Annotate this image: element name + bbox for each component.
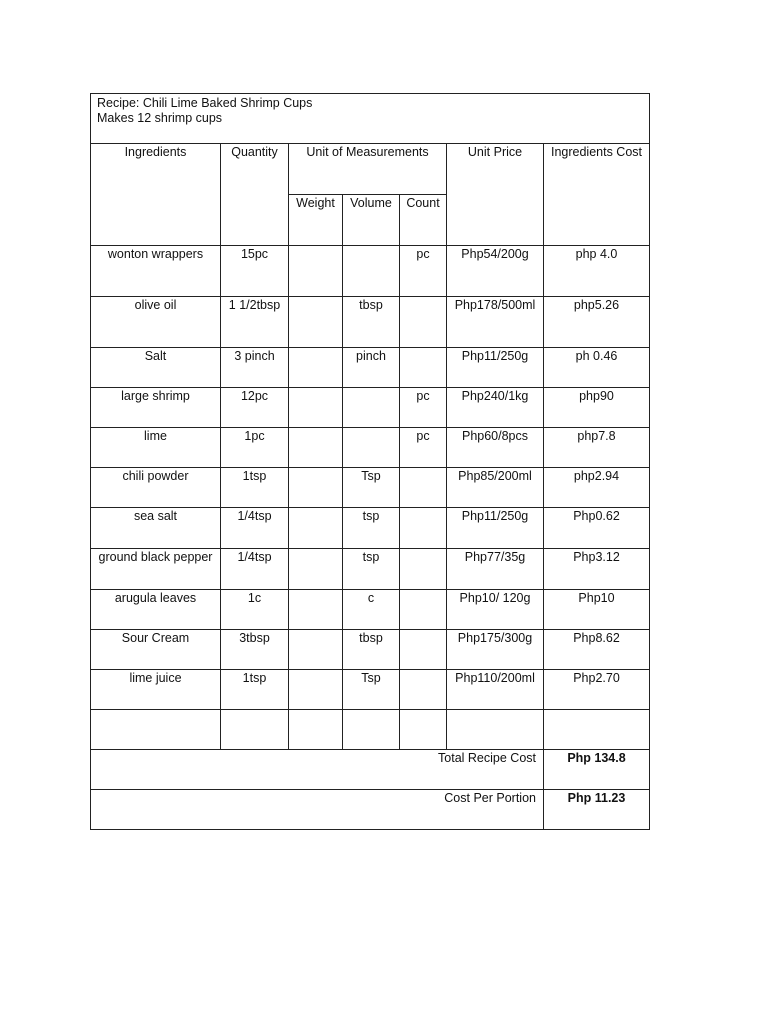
header-unit-of-measurements: Unit of Measurements [289,144,447,195]
cell-volume [343,428,400,468]
cell-volume: tsp [343,549,400,590]
cell-volume [343,388,400,428]
cost-per-portion-value: Php 11.23 [544,790,650,830]
cell-weight [289,670,343,710]
cell-count: pc [400,388,447,428]
cell-volume: Tsp [343,670,400,710]
cell-unit-price: Php178/500ml [447,297,544,348]
total-recipe-cost-label: Total Recipe Cost [91,750,544,790]
header-ingredients-cost: Ingredients Cost [544,144,650,246]
cell-quantity: 15pc [221,246,289,297]
table-row [91,428,650,468]
cell-count [400,348,447,388]
cell-quantity: 1/4tsp [221,508,289,549]
recipe-header-cell [91,94,650,144]
cell-cost: Php8.62 [544,630,650,670]
cell-unit-price: Php60/8pcs [447,428,544,468]
cell-ingredient: chili powder [91,468,221,508]
cost-per-portion-label: Cost Per Portion [91,790,544,830]
table-row [91,246,650,297]
cell-ingredient: ground black pepper [91,549,221,590]
cell-count [400,297,447,348]
table-row [91,297,650,348]
cell-quantity [221,710,289,750]
cell-weight [289,549,343,590]
cell-count [400,468,447,508]
cell-cost: php 4.0 [544,246,650,297]
cell-ingredient: sea salt [91,508,221,549]
cell-cost [544,710,650,750]
recipe-yield: Makes 12 shrimp cups [97,111,223,125]
cell-ingredient: lime juice [91,670,221,710]
cell-quantity: 1tsp [221,468,289,508]
cell-quantity: 3 pinch [221,348,289,388]
cell-unit-price: Php54/200g [447,246,544,297]
cell-volume: tbsp [343,630,400,670]
cell-volume [343,710,400,750]
cell-ingredient: wonton wrappers [91,246,221,297]
cell-count [400,670,447,710]
cell-quantity: 12pc [221,388,289,428]
header-ingredients: Ingredients [91,144,221,246]
cell-count: pc [400,246,447,297]
cell-weight [289,630,343,670]
total-recipe-cost-row [91,750,650,790]
table-row [91,630,650,670]
cell-ingredient: lime [91,428,221,468]
cell-weight [289,348,343,388]
cell-volume: pinch [343,348,400,388]
table-row [91,670,650,710]
table-row [91,348,650,388]
recipe-costing-sheet [90,93,649,830]
cell-cost: php2.94 [544,468,650,508]
cell-volume: c [343,590,400,630]
table-row [91,590,650,630]
recipe-cost-table [90,93,650,830]
header-volume: Volume [343,195,400,246]
table-row [91,468,650,508]
cell-unit-price: Php175/300g [447,630,544,670]
cell-count [400,630,447,670]
cell-ingredient: large shrimp [91,388,221,428]
cell-ingredient: arugula leaves [91,590,221,630]
cell-unit-price [447,710,544,750]
header-weight: Weight [289,195,343,246]
cell-cost: ph 0.46 [544,348,650,388]
cell-ingredient: olive oil [91,297,221,348]
cell-unit-price: Php10/ 120g [447,590,544,630]
cell-ingredient: Salt [91,348,221,388]
cell-unit-price: Php85/200ml [447,468,544,508]
cell-cost: Php10 [544,590,650,630]
cell-weight [289,246,343,297]
cell-volume: Tsp [343,468,400,508]
cell-weight [289,428,343,468]
cell-cost: Php2.70 [544,670,650,710]
header-quantity: Quantity [221,144,289,246]
recipe-title: Recipe: Chili Lime Baked Shrimp Cups [97,96,313,110]
cost-per-portion-row [91,790,650,830]
cell-unit-price: Php11/250g [447,348,544,388]
cell-weight [289,590,343,630]
cell-count: pc [400,428,447,468]
cell-quantity: 1/4tsp [221,549,289,590]
cell-count [400,710,447,750]
cell-unit-price: Php77/35g [447,549,544,590]
cell-quantity: 1c [221,590,289,630]
cell-weight [289,710,343,750]
cell-unit-price: Php240/1kg [447,388,544,428]
cell-cost: Php3.12 [544,549,650,590]
table-row [91,508,650,549]
cell-quantity: 1pc [221,428,289,468]
cell-quantity: 3tbsp [221,630,289,670]
cell-weight [289,297,343,348]
total-recipe-cost-value: Php 134.8 [544,750,650,790]
cell-unit-price: Php110/200ml [447,670,544,710]
cell-weight [289,508,343,549]
cell-quantity: 1tsp [221,670,289,710]
table-row [91,549,650,590]
table-row-empty [91,710,650,750]
cell-count [400,508,447,549]
cell-cost: php7.8 [544,428,650,468]
header-count: Count [400,195,447,246]
cell-cost: php90 [544,388,650,428]
cell-ingredient: Sour Cream [91,630,221,670]
cell-ingredient [91,710,221,750]
cell-weight [289,468,343,508]
cell-volume: tsp [343,508,400,549]
header-unit-price: Unit Price [447,144,544,246]
cell-count [400,590,447,630]
cell-weight [289,388,343,428]
cell-volume [343,246,400,297]
cell-quantity: 1 1/2tbsp [221,297,289,348]
cell-unit-price: Php11/250g [447,508,544,549]
cell-cost: Php0.62 [544,508,650,549]
table-row [91,388,650,428]
cell-volume: tbsp [343,297,400,348]
cell-cost: php5.26 [544,297,650,348]
cell-count [400,549,447,590]
